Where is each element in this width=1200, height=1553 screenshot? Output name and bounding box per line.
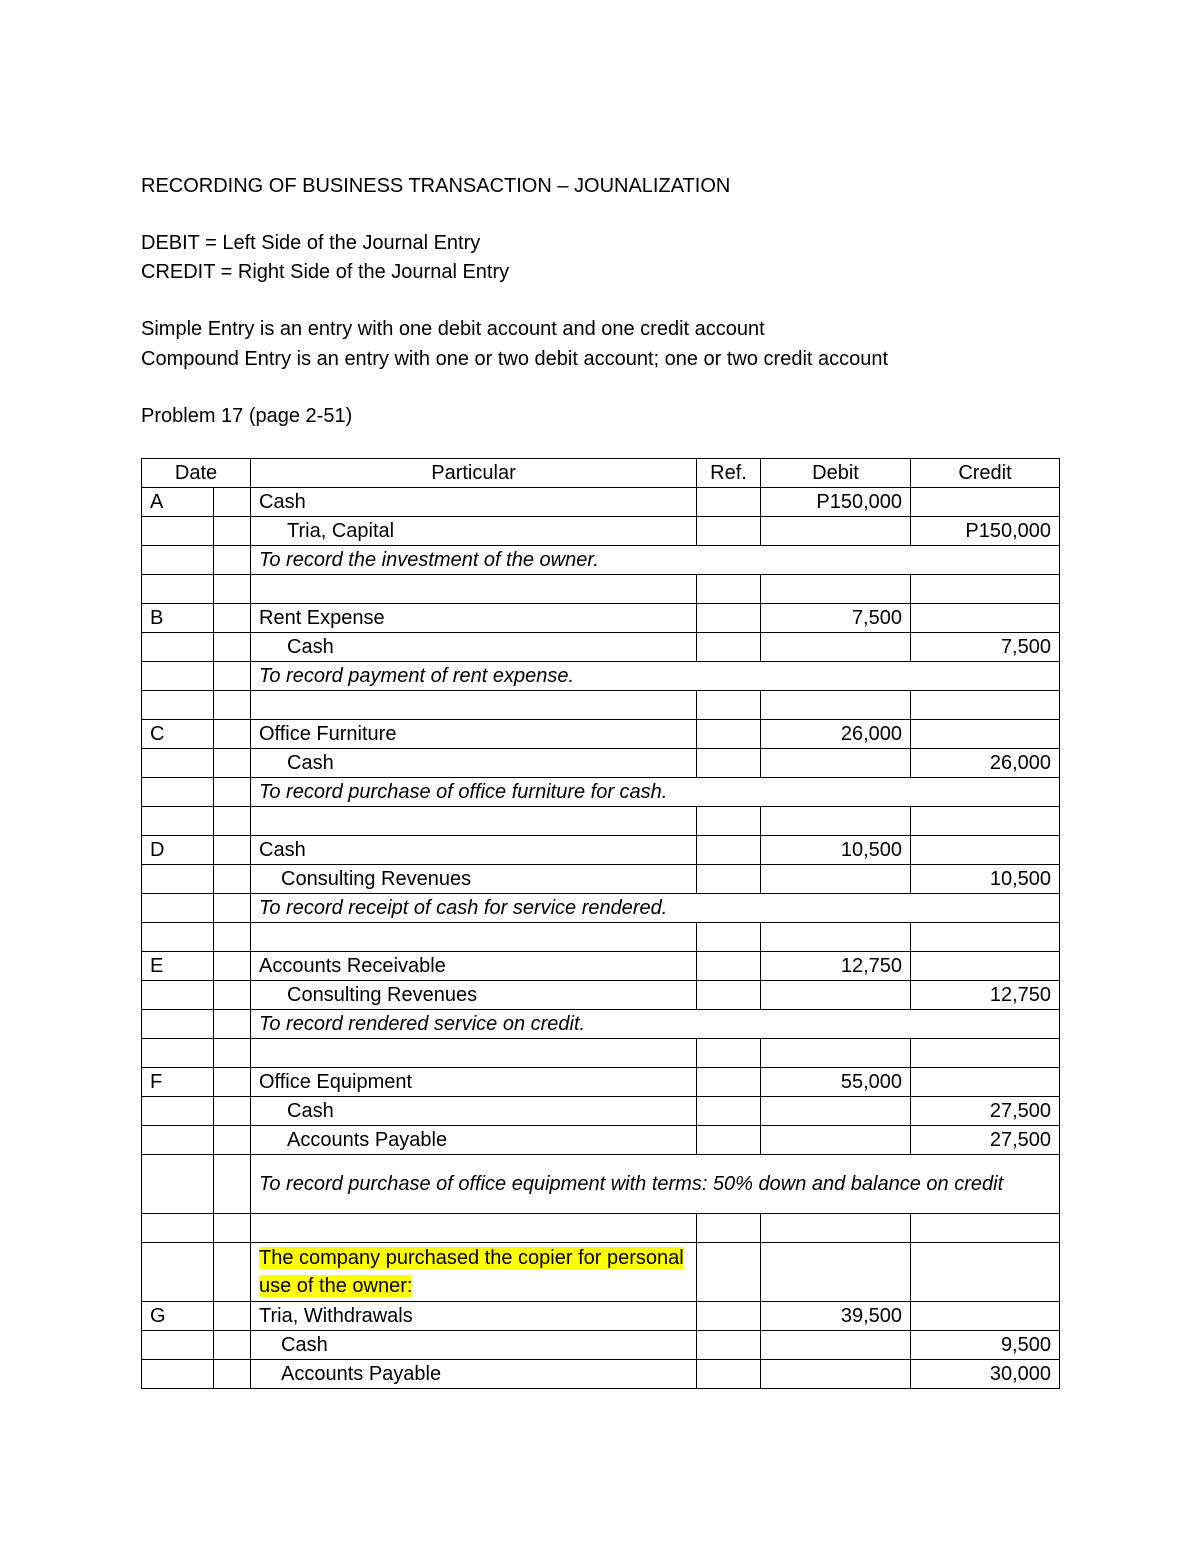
table-row <box>142 1302 1060 1331</box>
debit-amount: P150,000 <box>761 488 911 517</box>
table-row <box>142 633 1060 662</box>
debit-account: Office Equipment <box>251 1068 697 1097</box>
debit-account: Accounts Receivable <box>251 952 697 981</box>
table-row <box>142 1360 1060 1389</box>
credit-amount: 27,500 <box>911 1097 1060 1126</box>
credit-amount: 7,500 <box>911 633 1060 662</box>
table-row <box>142 546 1060 575</box>
credit-amount: 10,500 <box>911 865 1060 894</box>
entry-date: E <box>142 952 214 981</box>
journal-table <box>141 458 1060 1389</box>
table-row <box>142 1010 1060 1039</box>
credit-definition: CREDIT = Right Side of the Journal Entry <box>141 261 510 283</box>
header-debit: Debit <box>761 459 911 488</box>
table-row <box>142 1155 1060 1214</box>
entry-memo: To record payment of rent expense. <box>251 662 1060 691</box>
entry-date: A <box>142 488 214 517</box>
table-row <box>142 488 1060 517</box>
credit-account: Cash <box>251 1097 697 1126</box>
credit-account: Accounts Payable <box>251 1360 697 1389</box>
table-row <box>142 1068 1060 1097</box>
table-row <box>142 604 1060 633</box>
debit-account: Cash <box>251 836 697 865</box>
table-row <box>142 1039 1060 1068</box>
table-row <box>142 1243 1060 1302</box>
problem-label: Problem 17 (page 2-51) <box>141 405 353 427</box>
entry-date: C <box>142 720 214 749</box>
table-header-row <box>142 459 1060 488</box>
credit-amount: 27,500 <box>911 1126 1060 1155</box>
table-row <box>142 952 1060 981</box>
simple-entry-definition: Simple Entry is an entry with one debit account and one credit account <box>141 318 765 340</box>
credit-amount: 26,000 <box>911 749 1060 778</box>
debit-amount: 10,500 <box>761 836 911 865</box>
table-row <box>142 517 1060 546</box>
credit-amount: P150,000 <box>911 517 1060 546</box>
table-row <box>142 836 1060 865</box>
credit-account: Consulting Revenues <box>251 865 697 894</box>
credit-account: Cash <box>251 1331 697 1360</box>
debit-amount: 39,500 <box>761 1302 911 1331</box>
table-row <box>142 865 1060 894</box>
entry-date: F <box>142 1068 214 1097</box>
entry-memo: To record the investment of the owner. <box>251 546 1060 575</box>
table-row <box>142 575 1060 604</box>
highlighted-note: The company purchased the copier for personal use of the owner: <box>259 1247 684 1297</box>
credit-account: Consulting Revenues <box>251 981 697 1010</box>
table-row <box>142 1331 1060 1360</box>
credit-amount: 9,500 <box>911 1331 1060 1360</box>
debit-account: Cash <box>251 488 697 517</box>
credit-account: Tria, Capital <box>251 517 697 546</box>
debit-account: Tria, Withdrawals <box>251 1302 697 1331</box>
entry-memo: To record purchase of office furniture for cash. <box>251 778 1060 807</box>
table-row <box>142 1097 1060 1126</box>
table-row <box>142 981 1060 1010</box>
document-title: RECORDING OF BUSINESS TRANSACTION – JOUNALIZATION <box>141 175 731 197</box>
compound-entry-definition: Compound Entry is an entry with one or two debit account; one or two credit account <box>141 348 889 370</box>
debit-definition: DEBIT = Left Side of the Journal Entry <box>141 232 481 254</box>
header-credit: Credit <box>911 459 1060 488</box>
entry-memo: To record receipt of cash for service rendered. <box>251 894 1060 923</box>
debit-account: Rent Expense <box>251 604 697 633</box>
header-particular: Particular <box>251 459 697 488</box>
table-row <box>142 720 1060 749</box>
table-row <box>142 662 1060 691</box>
credit-account: Accounts Payable <box>251 1126 697 1155</box>
header-ref: Ref. <box>697 459 761 488</box>
credit-account: Cash <box>251 749 697 778</box>
debit-amount: 7,500 <box>761 604 911 633</box>
table-row <box>142 691 1060 720</box>
table-row <box>142 807 1060 836</box>
debit-amount: 12,750 <box>761 952 911 981</box>
debit-amount: 55,000 <box>761 1068 911 1097</box>
entry-date: B <box>142 604 214 633</box>
credit-amount: 30,000 <box>911 1360 1060 1389</box>
debit-amount: 26,000 <box>761 720 911 749</box>
table-row <box>142 894 1060 923</box>
table-row <box>142 923 1060 952</box>
entry-memo: To record rendered service on credit. <box>251 1010 1060 1039</box>
table-row <box>142 1214 1060 1243</box>
credit-account: Cash <box>251 633 697 662</box>
debit-account: Office Furniture <box>251 720 697 749</box>
table-row <box>142 1126 1060 1155</box>
entry-memo: To record purchase of office equipment with terms: 50% down and balance on credit <box>251 1155 1060 1214</box>
header-date: Date <box>142 459 251 488</box>
table-row <box>142 778 1060 807</box>
table-row <box>142 749 1060 778</box>
credit-amount: 12,750 <box>911 981 1060 1010</box>
entry-date: D <box>142 836 214 865</box>
entry-date: G <box>142 1302 214 1331</box>
